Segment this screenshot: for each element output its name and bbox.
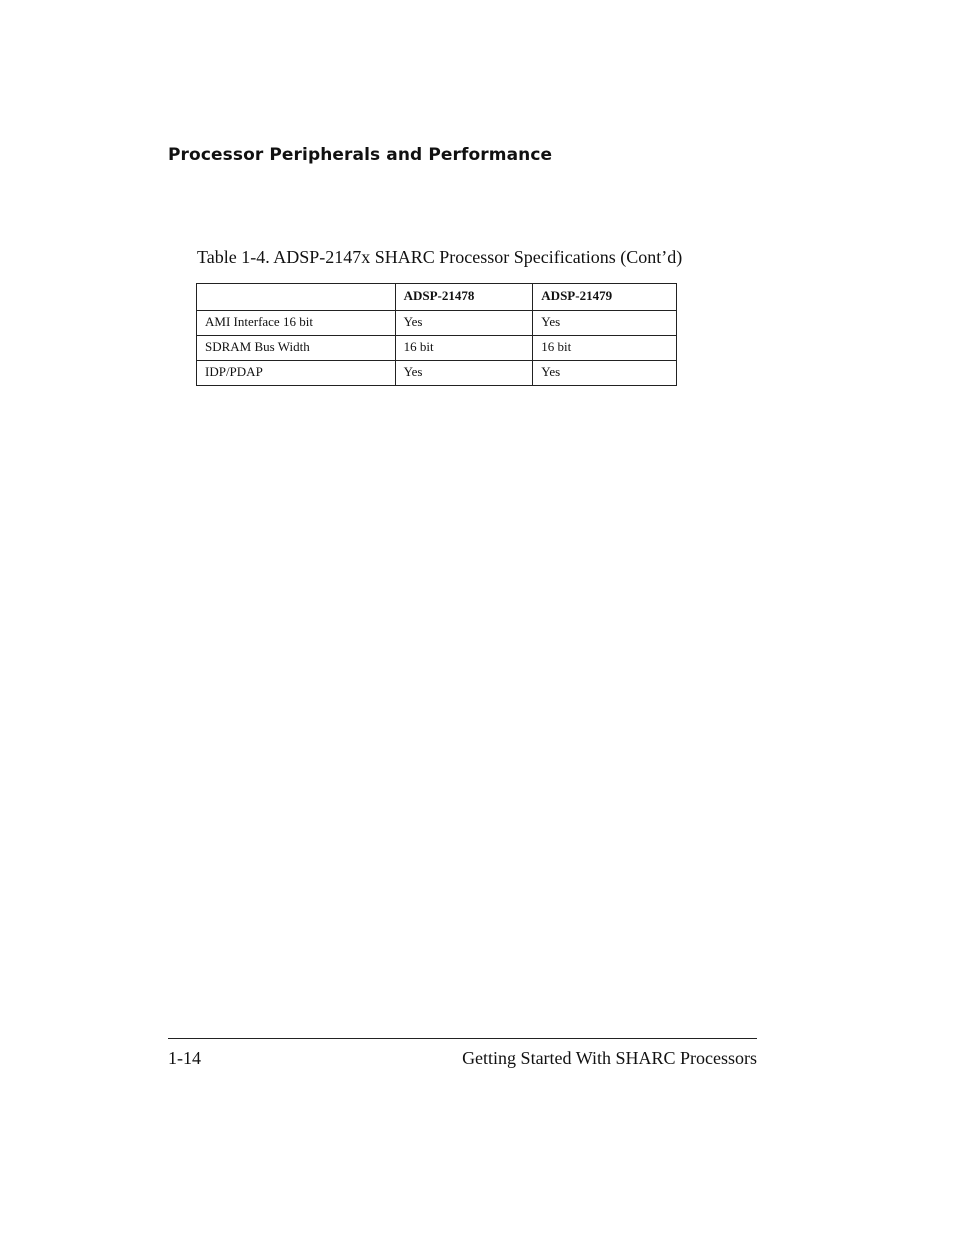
section-heading: Processor Peripherals and Performance	[168, 145, 553, 165]
table-row	[197, 311, 677, 336]
table-cell: Yes	[533, 311, 677, 336]
table-header-row	[197, 284, 677, 311]
table-row	[197, 336, 677, 361]
table-cell: SDRAM Bus Width	[197, 336, 396, 361]
table-cell: Yes	[395, 361, 533, 386]
table-header-cell: ADSP-21479	[533, 284, 677, 311]
table-header-cell	[197, 284, 396, 311]
table-cell: IDP/PDAP	[197, 361, 396, 386]
table-cell: AMI Interface 16 bit	[197, 311, 396, 336]
table-header-cell: ADSP-21478	[395, 284, 533, 311]
page-number: 1-14	[168, 1048, 201, 1068]
table-cell: Yes	[395, 311, 533, 336]
book-title: Getting Started With SHARC Processors	[462, 1048, 757, 1068]
table-caption: Table 1-4. ADSP-2147x SHARC Processor Specifications (Cont’d)	[197, 247, 683, 267]
table-cell: 16 bit	[395, 336, 533, 361]
table-cell: 16 bit	[533, 336, 677, 361]
footer-divider	[168, 1038, 757, 1039]
table-row	[197, 361, 677, 386]
specifications-table	[196, 283, 677, 386]
table-cell: Yes	[533, 361, 677, 386]
